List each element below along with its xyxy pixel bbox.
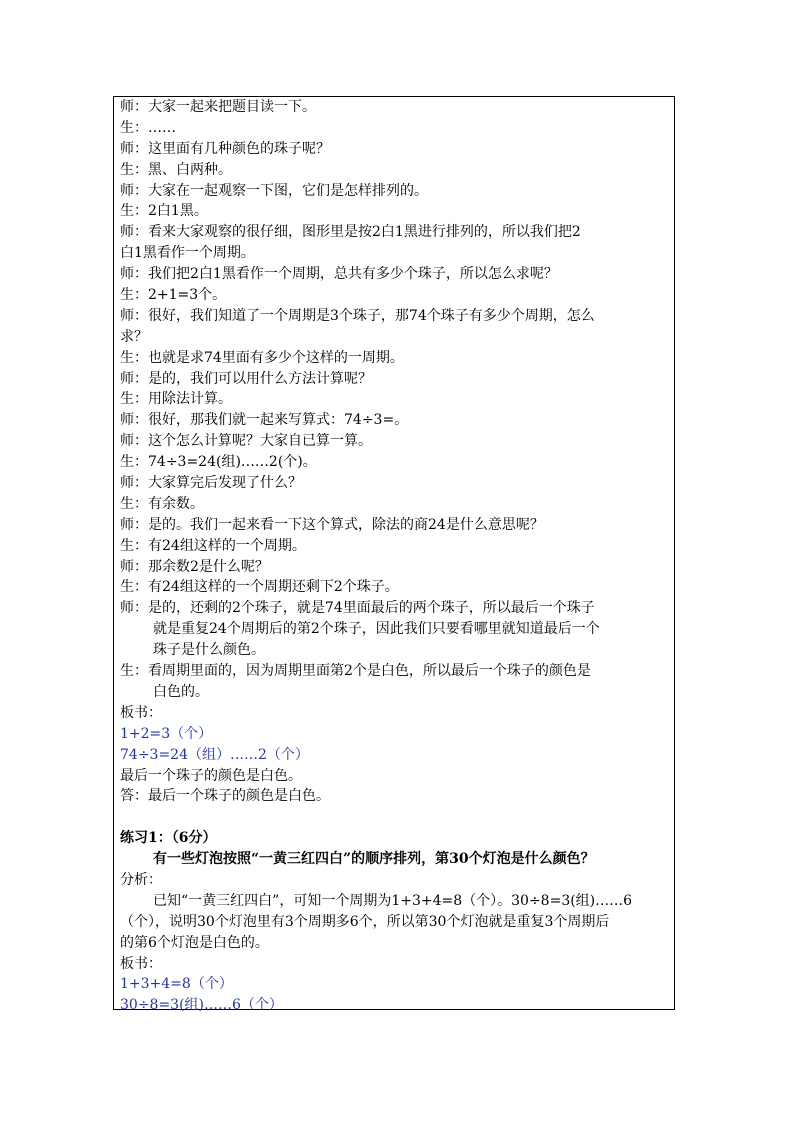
- dialogue-line: 师：这个怎么计算呢？大家自已算一算。: [120, 433, 372, 450]
- dialogue-line: 珠子是什么颜色。: [153, 642, 265, 659]
- dialogue-line: 生：74÷3=24(组)……2(个)。: [120, 454, 317, 471]
- board-equation: 74÷3=24（组）……2（个）: [120, 746, 309, 763]
- dialogue-line: 生：2白1黑。: [120, 203, 208, 220]
- dialogue-line: 师：看来大家观察的很仔细，图形里是按2白1黑进行排列的，所以我们把2: [120, 224, 581, 241]
- dialogue-line: 生：……: [120, 119, 176, 136]
- board-label: 板书：: [120, 955, 162, 972]
- lesson-table-cell: [113, 96, 675, 1014]
- analysis-text: 已知“一黄三红四白”，可知一个周期为1+3+4=8（个）。30÷8=3(组)……6: [153, 892, 633, 909]
- analysis-text: （个），说明30个灯泡里有3个周期多6个，所以第30个灯泡就是重复3个周期后: [120, 913, 610, 930]
- dialogue-line: 生：有24组这样的一个周期还剩下2个珠子。: [120, 579, 399, 596]
- exercise-title: 练习1：（6分）: [120, 830, 217, 847]
- dialogue-line: 白色的。: [153, 683, 209, 700]
- dialogue-line: 师：大家一起来把题目读一下。: [120, 99, 316, 115]
- dialogue-line: 师：这里面有几种颜色的珠子呢？: [120, 140, 330, 157]
- board-equation: 30÷8=3(组)……6（个）: [120, 997, 283, 1014]
- dialogue-line: 求？: [120, 328, 148, 345]
- dialogue-line: 师：那余数2是什么呢？: [120, 558, 269, 575]
- dialogue-line: 生：有24组这样的一个周期。: [120, 537, 306, 554]
- dialogue-line: 生：有余数。: [120, 495, 204, 512]
- dialogue-line: 师：大家算完后发现了什么？: [120, 475, 302, 492]
- exercise-question: 有一些灯泡按照“一黄三红四白”的顺序排列，第30个灯泡是什么颜色？: [153, 851, 595, 868]
- dialogue-line: 师：是的，我们可以用什么方法计算呢？: [120, 370, 372, 387]
- dialogue-line: 师：很好，那我们就一起来写算式：74÷3=。: [120, 412, 409, 429]
- dialogue-line: 白1黑看作一个周期。: [120, 245, 255, 262]
- dialogue-line: 生：黑、白两种。: [120, 161, 232, 178]
- blank-line: [120, 807, 670, 828]
- dialogue-line: 生：2+1=3个。: [120, 287, 227, 304]
- analysis-label: 分析：: [120, 871, 162, 888]
- dialogue-line: 师：大家在一起观察一下图，它们是怎样排列的。: [120, 182, 428, 199]
- board-conclusion: 最后一个珠子的颜色是白色。: [120, 767, 302, 784]
- dialogue-line: 师：很好，我们知道了一个周期是3个珠子，那74个珠子有多少个周期，怎么: [120, 307, 595, 324]
- analysis-text: 的第6个灯泡是白色的。: [120, 934, 269, 951]
- board-label: 板书：: [120, 704, 162, 721]
- dialogue-line: 师：我们把2白1黑看作一个周期，总共有多少个珠子，所以怎么求呢？: [120, 266, 558, 283]
- dialogue-line: 师：是的，还剩的2个珠子，就是74里面最后的两个珠子，所以最后一个珠子: [120, 600, 595, 617]
- dialogue-line: 师：是的。我们一起来看一下这个算式，除法的商24是什么意思呢？: [120, 516, 544, 533]
- dialogue-line: 生：用除法计算。: [120, 391, 232, 408]
- answer-line: 答：最后一个珠子的颜色是白色。: [120, 788, 330, 805]
- dialogue-line: 生：也就是求74里面有多少个这样的一周期。: [120, 349, 404, 366]
- dialogue-line: 生：看周期里面的，因为周期里面第2个是白色，所以最后一个珠子的颜色是: [120, 663, 591, 680]
- lesson-content: [120, 97, 670, 1016]
- board-equation: 1+3+4=8（个）: [120, 976, 233, 993]
- dialogue-line: 就是重复24个周期后的第2个珠子，因此我们只要看哪里就知道最后一个: [153, 621, 600, 638]
- board-equation: 1+2=3（个）: [120, 725, 213, 742]
